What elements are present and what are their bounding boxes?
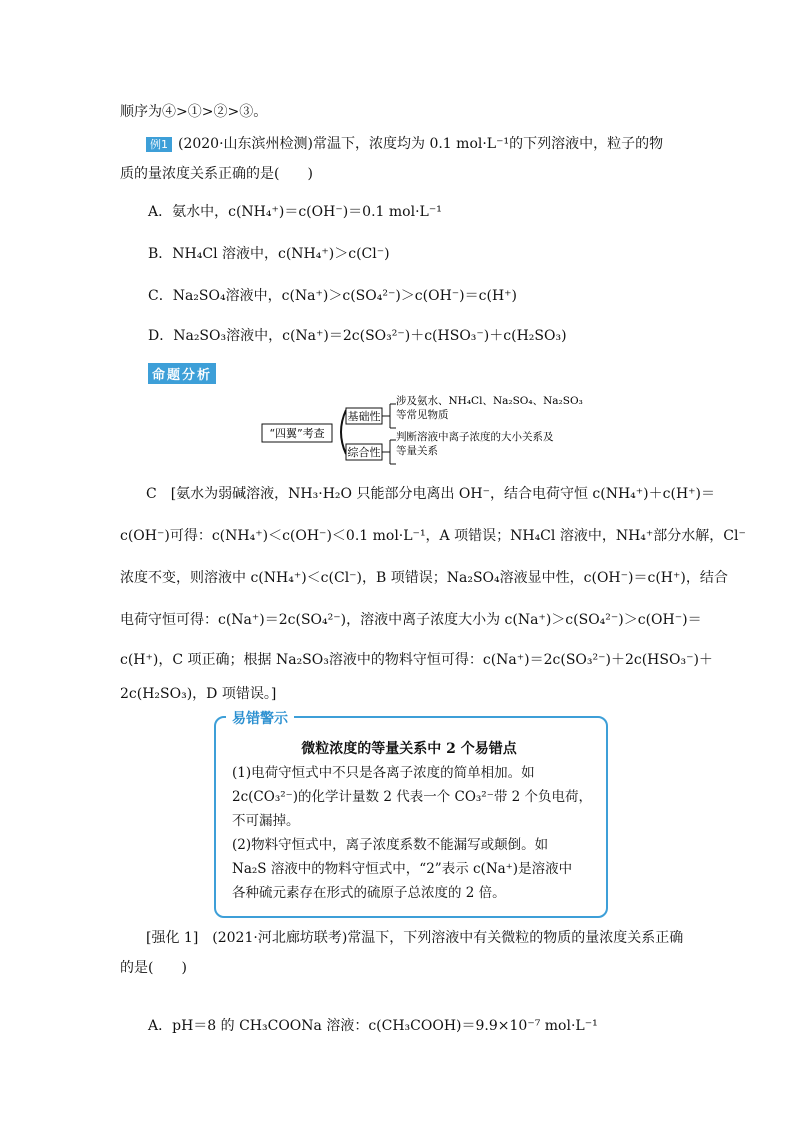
option-b: B．NH₄Cl 溶液中，c(NH₄⁺)＞c(Cl⁻) bbox=[148, 246, 390, 262]
example-question-cont: 质的量浓度关系正确的是( ) bbox=[120, 166, 313, 182]
diagram-text-2a: 判断溶液中离子浓度的大小关系及 bbox=[396, 431, 554, 443]
option-a: A．氨水中，c(NH₄⁺)＝c(OH⁻)＝0.1 mol·L⁻¹ bbox=[148, 204, 442, 220]
example-tag: 例1 bbox=[146, 137, 172, 152]
answer-line-5: c(H⁺)，C 项正确；根据 Na₂SO₃溶液中的物料守恒可得：c(Na⁺)＝2c(SO₃²⁻)＋2c(HSO₃⁻)＋ bbox=[120, 652, 713, 668]
warning-line-1: (1)电荷守恒式中不只是各离子浓度的简单相加。如 bbox=[232, 765, 535, 781]
diagram-branch-basic: 基础性 bbox=[347, 410, 381, 423]
answer-line-2: c(OH⁻)可得：c(NH₄⁺)＜c(OH⁻)＜0.1 mol·L⁻¹，A 项错误；NH₄Cl 溶液中，NH₄⁺部分水解，Cl⁻ bbox=[120, 528, 746, 544]
diagram-text-1a: 涉及氨水、NH₄Cl、Na₂SO₄、Na₂SO₃ bbox=[396, 395, 583, 407]
option-c: C．Na₂SO₄溶液中，c(Na⁺)＞c(SO₄²⁻)＞c(OH⁻)＝c(H⁺) bbox=[148, 288, 518, 304]
diagram-branch-comprehensive: 综合性 bbox=[347, 446, 381, 459]
warning-line-4: (2)物料守恒式中，离子浓度系数不能漏写或颠倒。如 bbox=[232, 837, 549, 853]
option-d: D．Na₂SO₃溶液中，c(Na⁺)＝2c(SO₃²⁻)＋c(HSO₃⁻)＋c(H₂SO₃) bbox=[148, 328, 567, 344]
answer-line-1: C [氨水为弱碱溶液，NH₃·H₂O 只能部分电离出 OH⁻，结合电荷守恒 c(NH₄⁺)＋c(H⁺)＝ bbox=[146, 486, 716, 502]
warning-line-3: 不可漏掉。 bbox=[232, 813, 300, 829]
diagram-text-2b: 等量关系 bbox=[396, 445, 438, 457]
warning-line-6: 各种硫元素存在形式的硫原子总浓度的 2 倍。 bbox=[232, 885, 506, 901]
practice-question: [强化 1] (2021·河北廊坊联考)常温下，下列溶液中有关微粒的物质的量浓度关系正确 bbox=[146, 930, 684, 946]
example-question-text: (2020·山东滨州检测)常温下，浓度均为 0.1 mol·L⁻¹的下列溶液中，粒子的物 bbox=[178, 136, 664, 152]
analysis-label: 命题分析 bbox=[148, 363, 216, 384]
diagram-text-1b: 等常见物质 bbox=[396, 409, 449, 421]
answer-line-6: 2c(H₂SO₃)，D 项错误。] bbox=[120, 686, 277, 702]
warning-line-2: 2c(CO₃²⁻)的化学计量数 2 代表一个 CO₃²⁻带 2 个负电荷， bbox=[232, 789, 593, 805]
warning-box-heading: 微粒浓度的等量关系中 2 个易错点 bbox=[301, 741, 517, 757]
answer-line-3: 浓度不变，则溶液中 c(NH₄⁺)＜c(Cl⁻)，B 项错误；Na₂SO₄溶液显中性，c(OH⁻)＝c(H⁺)，结合 bbox=[120, 570, 728, 586]
line-order: 顺序为④>①>②>③。 bbox=[120, 104, 268, 120]
practice-option-a: A．pH＝8 的 CH₃COONa 溶液：c(CH₃COOH)＝9.9×10⁻⁷ mol·L⁻¹ bbox=[148, 1018, 598, 1034]
answer-line-4: 电荷守恒可得：c(Na⁺)＝2c(SO₄²⁻)，溶液中离子浓度大小为 c(Na⁺)＞c(SO₄²⁻)＞c(OH⁻)＝ bbox=[120, 612, 702, 628]
warning-line-5: Na₂S 溶液中的物料守恒式中，“2”表示 c(Na⁺)是溶液中 bbox=[232, 861, 573, 877]
practice-question-cont: 的是( ) bbox=[120, 960, 187, 976]
diagram-center: “四翼”考查 bbox=[269, 427, 325, 440]
warning-box-title: 易错警示 bbox=[226, 708, 294, 728]
